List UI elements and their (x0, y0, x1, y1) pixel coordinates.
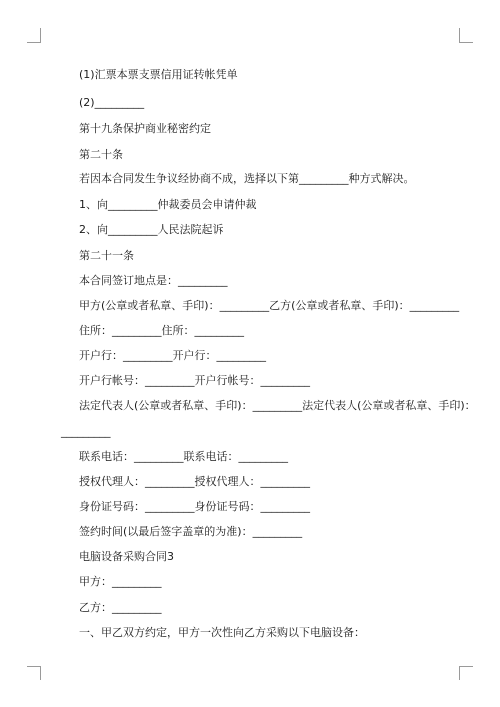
party-b-field: 乙方：_________ (79, 601, 162, 614)
bank-account-fields: 开户行帐号：_________开户行帐号：_________ (79, 374, 310, 387)
crop-mark-bottom-right-h (459, 666, 473, 667)
article-21-heading: 第二十一条 (79, 249, 134, 262)
address-fields: 住所：_________住所：_________ (79, 324, 244, 337)
signing-location-field: 本合同签订地点是：_________ (79, 274, 228, 287)
article-19-heading: 第十九条保护商业秘密约定 (79, 122, 211, 135)
payment-method-item-1: (1)汇票本票支票信用证转帐凭单 (79, 68, 238, 81)
dispute-resolution-text: 若因本合同发生争议经协商不成，选择以下第_________种方式解决。 (79, 172, 415, 185)
contract-title: 电脑设备采购合同3 (79, 550, 174, 563)
crop-mark-bottom-right (459, 666, 460, 680)
arbitration-option: 1、向_________仲裁委员会申请仲裁 (79, 198, 257, 211)
crop-mark-top-right (459, 28, 460, 42)
authorized-agent-fields: 授权代理人：_________授权代理人：_________ (79, 475, 310, 488)
crop-mark-top-right-h (459, 42, 473, 43)
payment-method-item-2: (2)_________ (79, 96, 145, 109)
clause-1-text: 一、甲乙双方约定，甲方一次性向乙方采购以下电脑设备： (79, 626, 365, 639)
article-20-heading: 第二十条 (79, 148, 123, 161)
phone-fields: 联系电话：_________联系电话：_________ (79, 450, 288, 463)
legal-representative-blank: _________ (61, 425, 111, 438)
crop-mark-bottom-left-h (27, 666, 41, 667)
court-option: 2、向_________人民法院起诉 (79, 223, 224, 236)
party-a-field: 甲方：_________ (79, 575, 162, 588)
legal-representative-fields: 法定代表人(公章或者私章、手印)：_________法定代表人(公章或者私章、手印)： (79, 399, 476, 412)
bank-fields: 开户行：_________开户行：_________ (79, 349, 266, 362)
id-number-fields: 身份证号码：_________身份证号码：_________ (79, 500, 310, 513)
signing-date-field: 签约时间(以最后签字盖章的为准)：_________ (79, 525, 303, 538)
crop-mark-top-left-h (27, 42, 41, 43)
crop-mark-bottom-left (40, 666, 41, 680)
crop-mark-top-left (40, 28, 41, 42)
party-seal-fields: 甲方(公章或者私章、手印)：_________乙方(公章或者私章、手印)：_________ (79, 299, 460, 312)
